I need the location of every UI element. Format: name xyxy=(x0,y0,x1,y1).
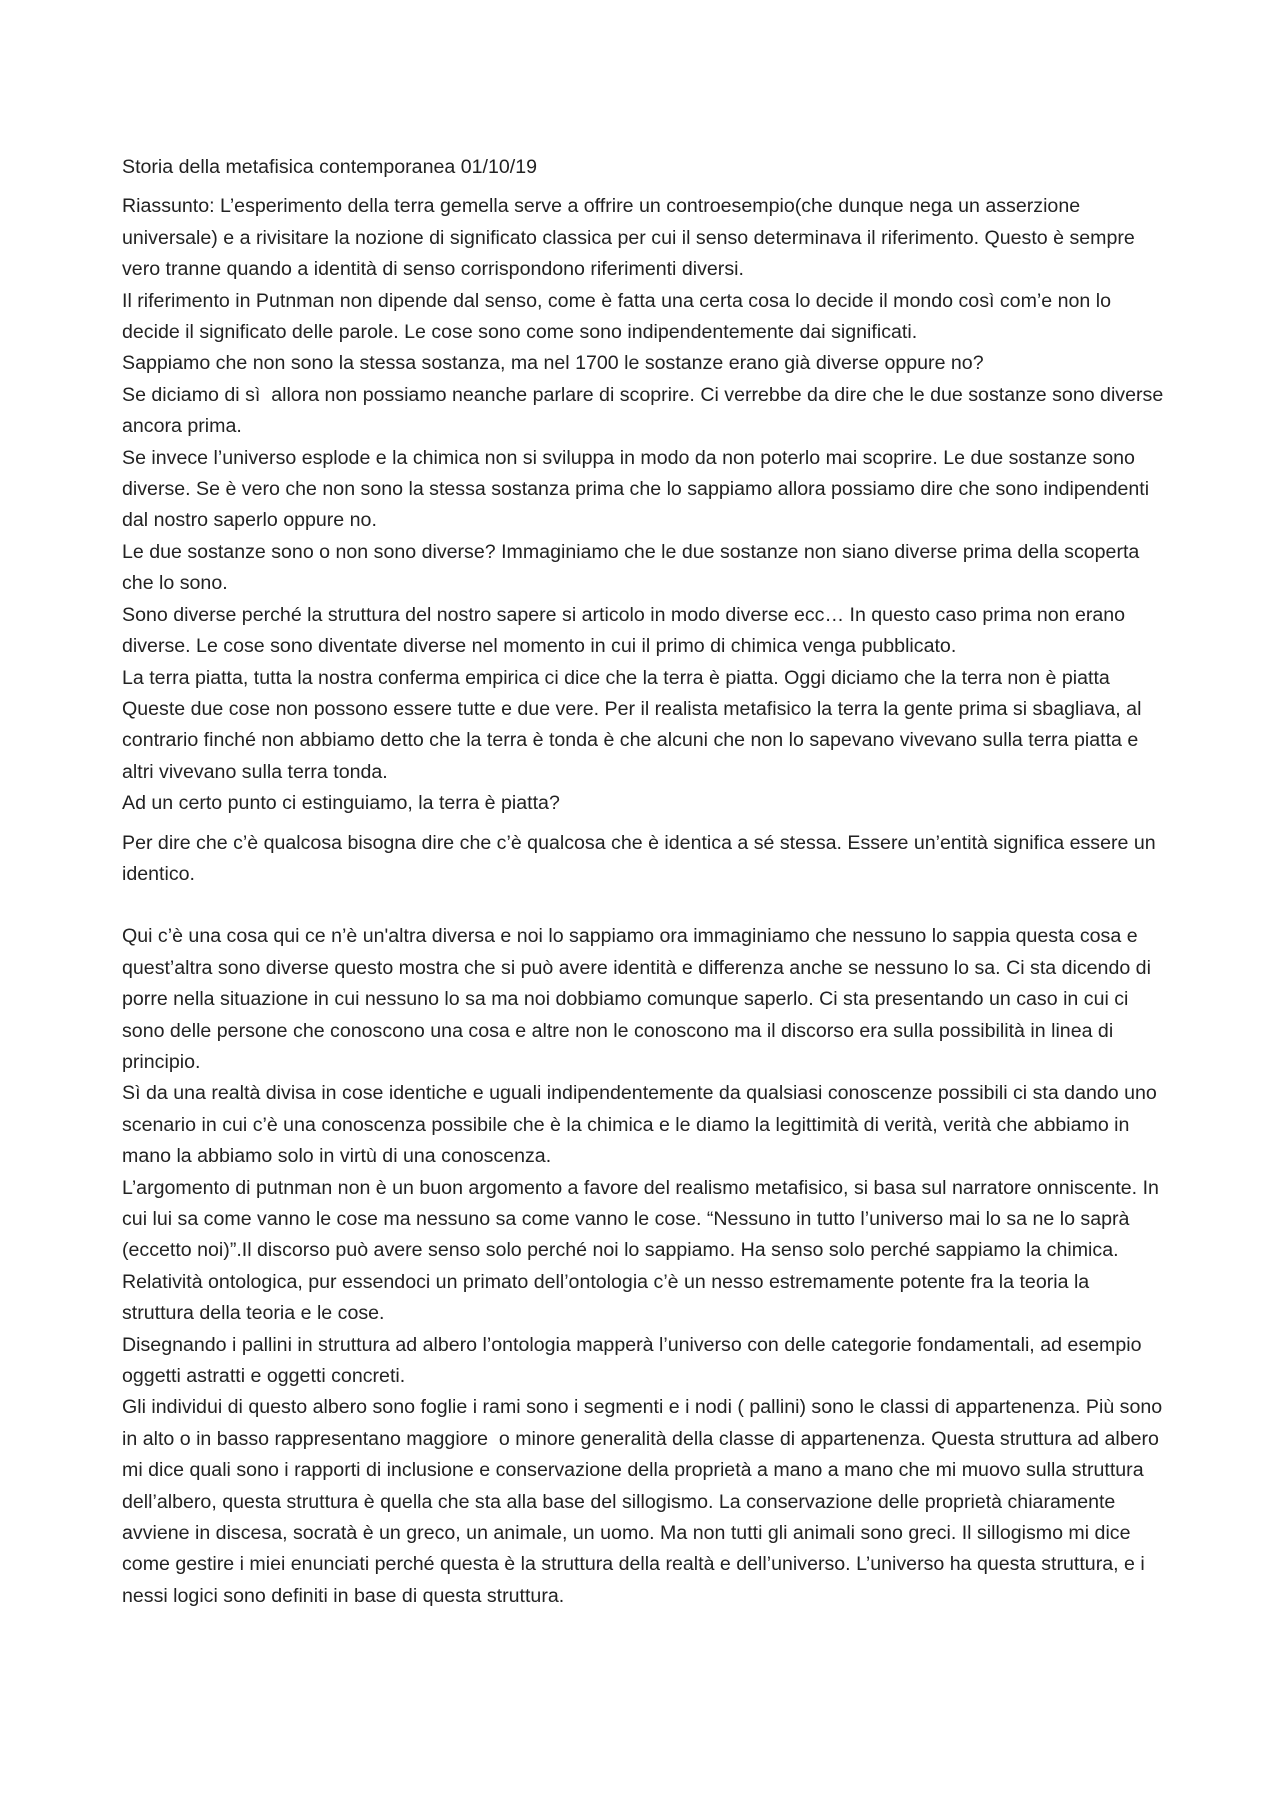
paragraph-ontological-relativity: Relatività ontologica, pur essendoci un primato dell’ontologia c’è un nesso estremamente potente fra la teoria la struttura della teoria e le cose. xyxy=(122,1270,1095,1325)
paragraph-knowledge-structure: Sono diverse perché la struttura del nostro sapere si articolo in modo diverse ecc… In questo caso prima non erano diverse. Le cose sono diventate diverse nel momento in cui il primo di chimica venga pubblicato. xyxy=(122,603,1131,658)
paragraph-summary: Riassunto: L’esperimento della terra gemella serve a offrire un controesempio(che dunque nega un asserzione universale) e a rivisitare la nozione di significato classica per cui il senso determinava il riferimento. Questo è sempre vero tranne quando a identità di senso corrispondono riferimenti diversi. xyxy=(122,195,1141,281)
document-page xyxy=(122,152,1169,1612)
paragraph-identity: Per dire che c’è qualcosa bisogna dire che c’è qualcosa che è identica a sé stessa. Essere un’entità significa essere un identico. xyxy=(122,831,1162,885)
document-title: Storia della metafisica contemporanea 01/10/19 xyxy=(122,156,537,178)
paragraph-extinction: Ad un certo punto ci estinguiamo, la terra è piatta? xyxy=(122,792,560,815)
paragraph-putnam-argument: L’argomento di putnman non è un buon argomento a favore del realismo metafisico, si basa sul narratore onniscente. In cui lui sa come vanno le cose ma nessuno sa come vanno le cose. “Nessuno in tutto l’universo mai lo sa ne lo saprà (eccetto noi)”.Il discorso può avere senso solo perché noi lo sappiamo. Ha senso solo perché sappiamo la chimica. xyxy=(122,1176,1165,1262)
paragraph-divided-reality: Sì da una realtà divisa in cose identiche e uguali indipendentemente da qualsiasi conoscenze possibili ci sta dando uno scenario in cui c’è una conoscenza possibile che è la chimica e le diamo la legittimità di verità, verità che abbiamo in mano la abbiamo solo in virtù di una conoscenza. xyxy=(122,1082,1163,1168)
paragraph-substances-1700: Sappiamo che non sono la stessa sostanza, ma nel 1700 le sostanze erano già diverse oppure no? xyxy=(122,352,984,375)
paragraph-universe-explodes: Se invece l’universo esplode e la chimica non si sviluppa in modo da non poterlo mai scoprire. Le due sostanze sono diverse. Se è vero che non sono la stessa sostanza prima che lo sappiamo allora possiamo dire che sono indipendenti dal nostro saperlo oppure no. xyxy=(122,446,1155,532)
paragraph-flat-earth: La terra piatta, tutta la nostra conferma empirica ci dice che la terra è piatta. Oggi diciamo che la terra non è piatta Queste due cose non possono essere tutte e due vere. Per il realista metafisico la terra la gente prima si sbagliava, al contrario finché non abbiamo detto che la terra è tonda è che alcuni che non lo sapevano vivevano sulla terra piatta e altri vivevano sulla terra tonda. xyxy=(122,666,1147,783)
paragraph-discover: Se diciamo di sì allora non possiamo neanche parlare di scoprire. Ci verrebbe da dire che le due sostanze sono diverse ancora prima. xyxy=(122,383,1169,438)
paragraph-syllogism: Gli individui di questo albero sono foglie i rami sono i segmenti e i nodi ( pallini) sono le classi di appartenenza. Più sono in alto o in basso rappresentano maggiore o minore generalità della classe di appartenenza. Questa struttura ad albero mi dice quali sono i rapporti di inclusione e conservazione della proprietà a mano a mano che mi muovo sulla struttura dell’albero, questa struttura è quella che sta alla base del sillogismo. La conservazione delle proprietà chiaramente avviene in discesa, socratà è un greco, un animale, un uomo. Ma non tutti gli animali sono greci. Il sillogismo mi dice come gestire i miei enunciati perché questa è la struttura della realtà e dell’universo. L’universo ha questa struttura, e i nessi logici sono definiti in base di questa struttura. xyxy=(122,1396,1168,1607)
paragraph-substances-question: Le due sostanze sono o non sono diverse? Immaginiamo che le due sostanze non siano diverse prima della scoperta che lo sono. xyxy=(122,540,1145,595)
paragraph-difference: Qui c’è una cosa qui ce n’è un'altra diversa e noi lo sappiamo ora immaginiamo che nessuno lo sappia questa cosa e quest’altra sono diverse questo mostra che si può avere identità e differenza anche se nessuno lo sa. Ci sta dicendo di porre nella situazione in cui nessuno lo sa ma noi dobbiamo comunque saperlo. Ci sta presentando un caso in cui ci sono delle persone che conoscono una cosa e altre non le conoscono ma il discorso era sulla possibilità in linea di principio. xyxy=(122,925,1157,1073)
paragraph-tree-structure: Disegnando i pallini in struttura ad albero l’ontologia mapperà l’universo con delle categorie fondamentali, ad esempio oggetti astratti e oggetti concreti. xyxy=(122,1333,1147,1388)
paragraph-reference: Il riferimento in Putnman non dipende dal senso, come è fatta una certa cosa lo decide il mondo così com’e non lo decide il significato delle parole. Le cose sono come sono indipendentemente dai significati. xyxy=(122,289,1117,344)
